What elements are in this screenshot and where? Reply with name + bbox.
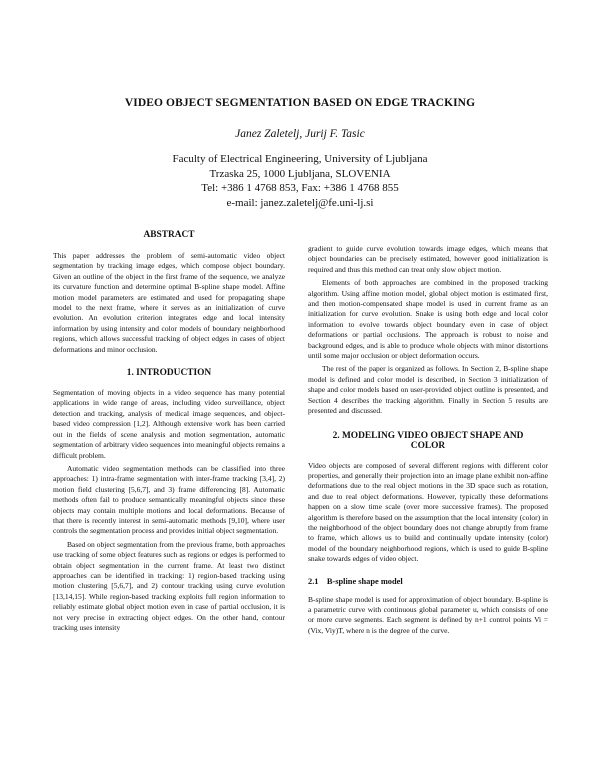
left-column [53, 230, 285, 633]
subsection-2-1-paragraph: B-spline shape model is used for approximation of object boundary. B-spline is a parametric curve with continuous global parameter u, which consists of one or more curve segments. Each segment is defined by n+1 control points Vi = (Vix, Viy)T, where n is the degree of the curve. [308, 594, 548, 635]
right-column [308, 244, 548, 636]
phone-fax-line: Tel: +386 1 4768 853, Fax: +386 1 4768 855 [201, 182, 399, 194]
right-paragraph-3: The rest of the paper is organized as follows. In Section 2, B-spline shape model is defined and color model is described, in Section 3 initialization of shape and color models based on user-provided object outline is presented, and Section 4 describes the tracking algorithm. Finally in Section 5 results are presented and discussed. [308, 364, 548, 416]
email-line: e-mail: janez.zaletelj@fe.uni-lj.si [226, 196, 374, 209]
introduction-paragraph-1: Segmentation of moving objects in a video sequence has many potential applications in wide range of areas, including video surveillance, object detection and tracking, analysis of medical image sequences, and object-based video compression [1,2]. Although extensive work has been carried out in the fields of scene analysis and motion segmentation, automatic segmentation of arbitrary video sequences into meaningful objects remains a difficult problem. [53, 388, 285, 460]
introduction-heading: 1. INTRODUCTION [126, 368, 212, 379]
section-2-heading-line-1: 2. MODELING VIDEO OBJECT SHAPE AND [332, 430, 524, 441]
affiliation-line: Faculty of Electrical Engineering, University of Ljubljana [172, 153, 428, 165]
right-paragraph-1: gradient to guide curve evolution towards image edges, which means that object boundaries can be precisely estimated, however good initialization is required and thus this method can treat only slow object motion. [308, 244, 548, 274]
section-2-paragraph: Video objects are composed of several different regions with different color properties, and generally their projection into an image plane exhibit non-affine deformations due to the real object motions in the 3D space such as rotation, and due to real object deformations. However, typically these deformations happen on a slow time scale (over more successive frames). The proposed algorithm is therefore based on the assumption that the local intensity (color) in the neighborhood of the object boundary does not change abruptly from frame to frame, which allows us to build and continually update intensity (color) model of the boundary neighborhood regions, which is used to guide B-spline snake towards edges of video object. [308, 460, 548, 564]
address-line: Trzaska 25, 1000 Ljubljana, SLOVENIA [209, 167, 391, 180]
section-2-heading-line-2: COLOR [410, 440, 446, 451]
affiliation-block [0, 152, 600, 210]
section-2-heading [308, 431, 548, 451]
introduction-paragraph-2: Automatic video segmentation methods can be classified into three approaches: 1) intra-frame segmentation with inter-frame tracking [3,4], 2) motion field clustering [5,6,7], and 3) frame differencing [8]. Automatic methods often fail to produce semantically meaningful objects since these objects may contain multiple motions and local deformations. Because of that there is recently interest in semi-automatic methods [9,10], where user controls the segmentation process and provides initial object segmentation. [53, 463, 285, 536]
right-paragraph-2: Elements of both approaches are combined in the proposed tracking algorithm. Using affine motion model, global object motion is estimated first, and then motion-compensated shape model is used in current frame as an initialization for curve evolution. Snake is using both edge and local color information to evolve towards object boundary even in case of object deformations or partial occlusions. The approach is robust to noise and background edges, and is able to produce whole objects with minor distortions until some major occlusion or object deformation occurs. [308, 278, 548, 361]
paper-title: VIDEO OBJECT SEGMENTATION BASED ON EDGE TRACKING [124, 97, 476, 109]
introduction-paragraph-3: Based on object segmentation from the previous frame, both approaches use tracking of some object features such as regions or edges is performed to obtain object segmentation in the current frame. At least two distinct approaches can be identified in tracking: 1) region-based tracking using motion clustering [5,6,7], and 2) contour tracking using curve evolution [13,14,15]. While region-based tracking exploits full region information to reliably estimate global object motion even in case of partial occlusion, it is not very precise in extracting object edges. On the other hand, contour tracking uses intensity [53, 539, 285, 632]
subsection-2-1-heading: 2.1 B-spline shape model [308, 576, 403, 586]
abstract-text: This paper addresses the problem of semi-automatic video object segmentation by tracking image edges, which compose object boundary. Given an outline of the object in the first frame of the sequence, we analyze its curvature function and determine optimal B-spline shape model. Affine motion model parameters are estimated and used for propagating shape model to the next frame, where it serves as an initialization of curve evolution. An evolution criterion integrates edge and local intensity information by using intensity and color models of boundary neighborhood regions, which allows successful tracking of object edges in cases of object deformations and minor occlusion. [53, 251, 285, 354]
abstract-heading: ABSTRACT [143, 230, 195, 240]
paper-authors: Janez Zaletelj, Jurij F. Tasic [235, 128, 365, 140]
